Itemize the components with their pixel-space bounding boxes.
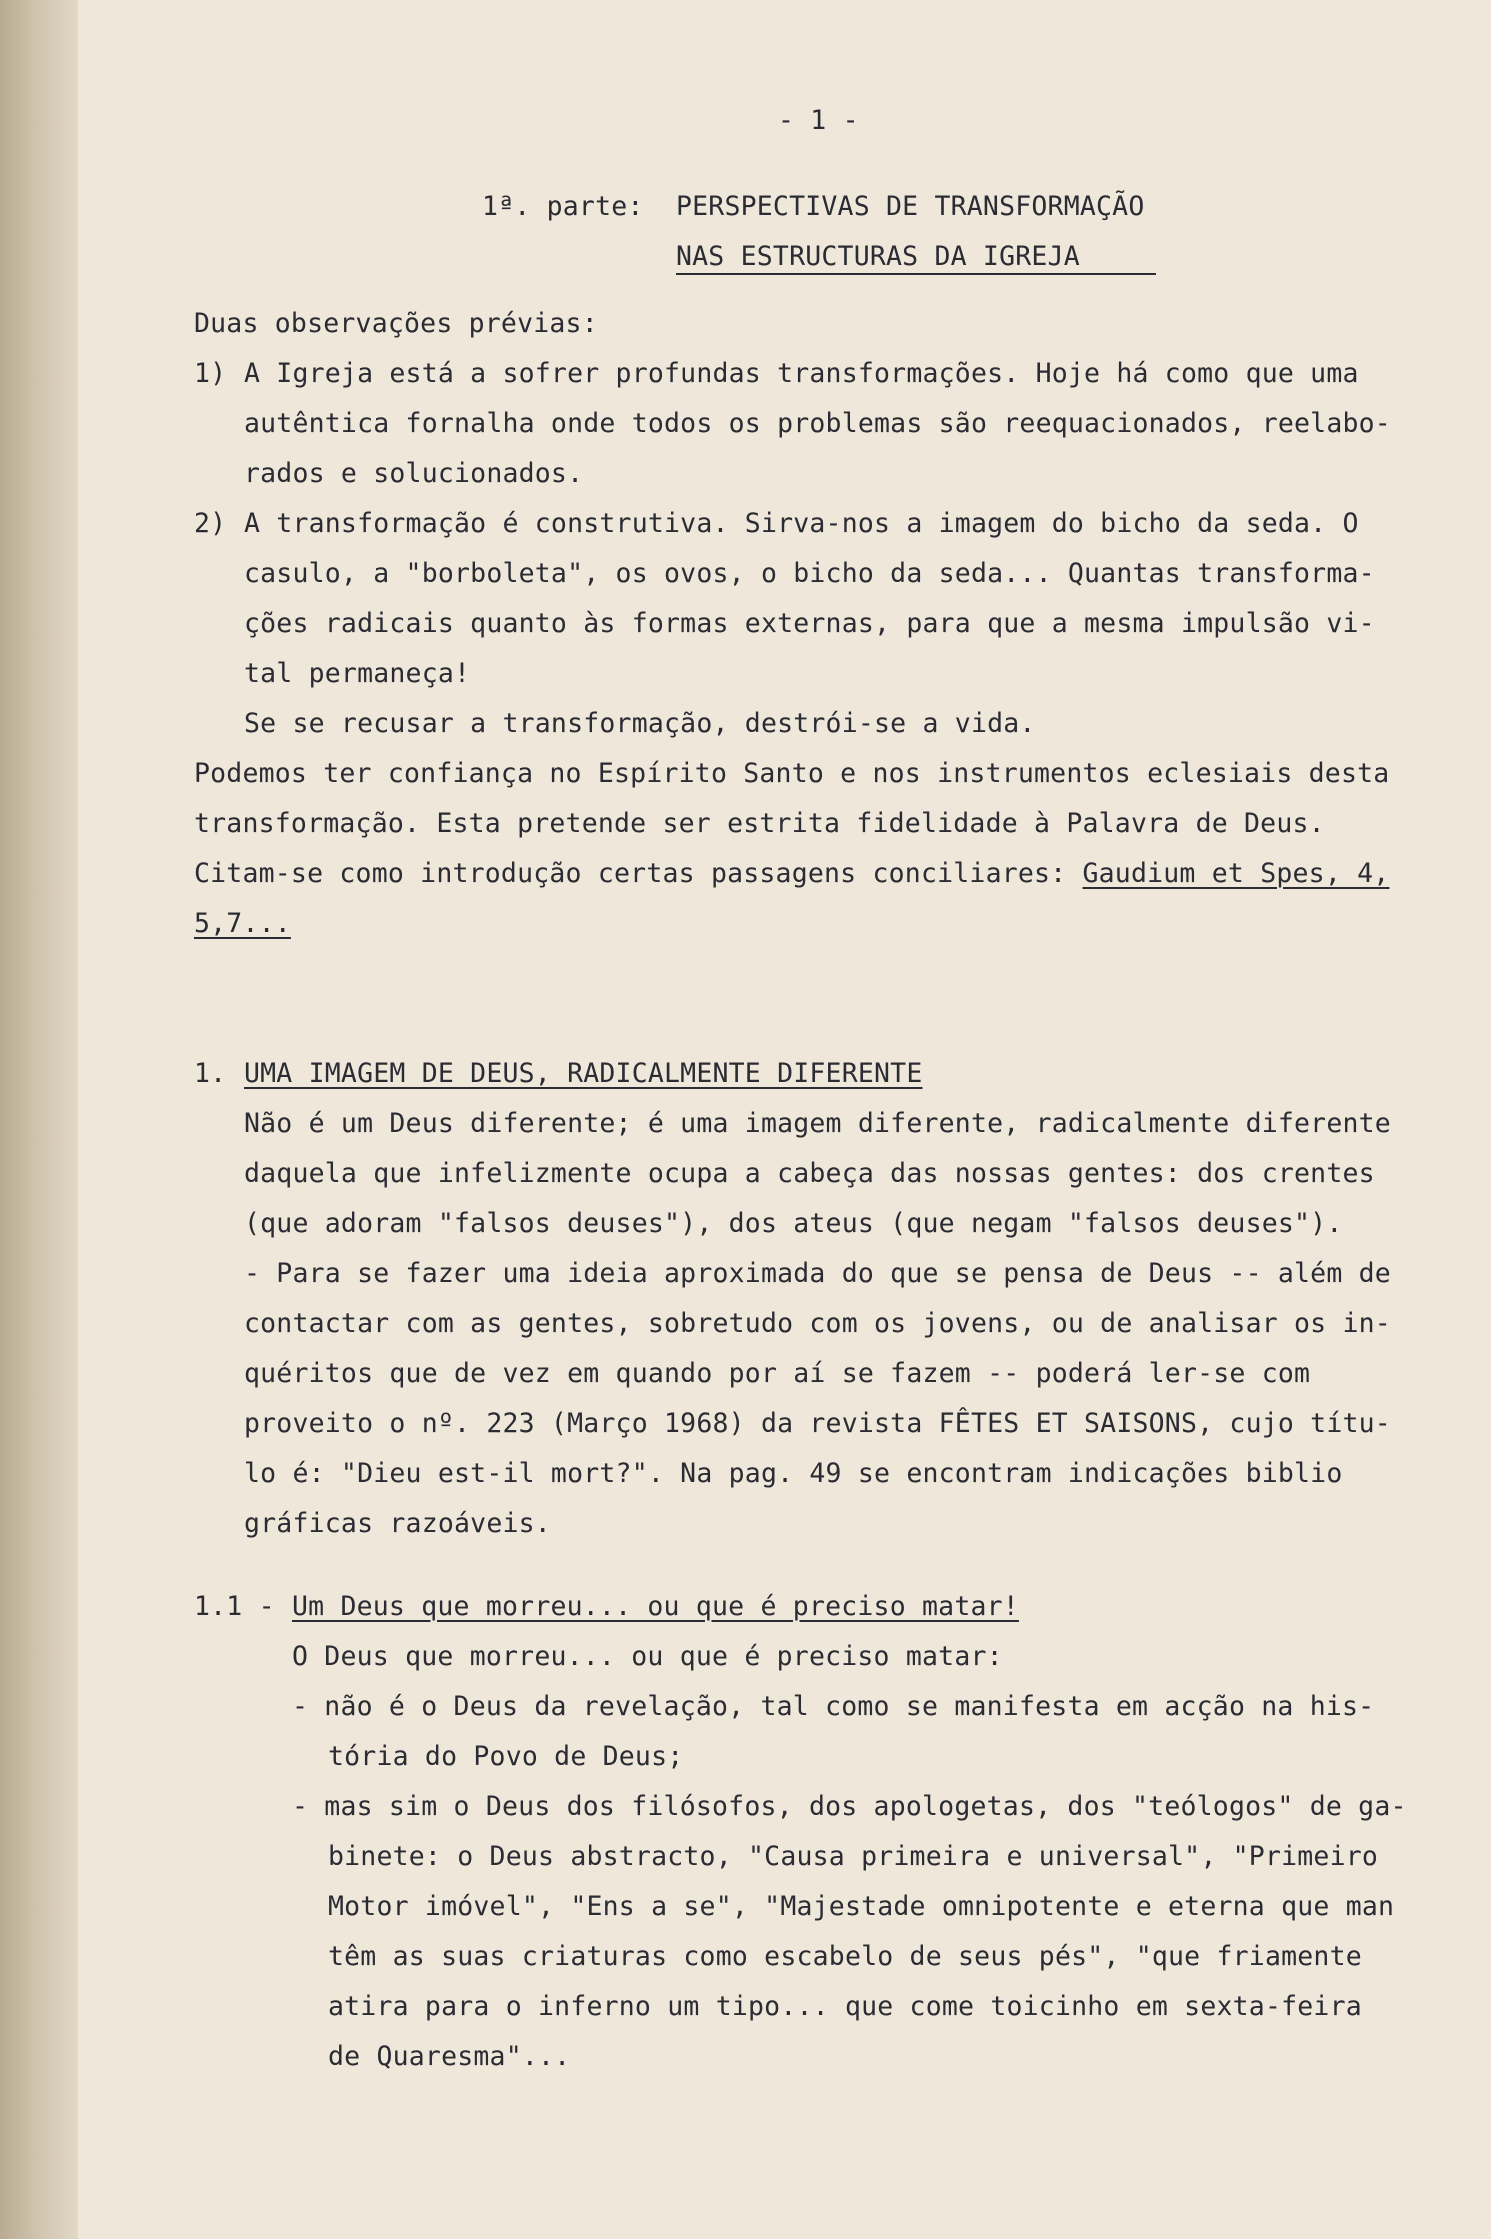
section1-1-title: Um Deus que morreu... ou que é preciso matar!	[292, 1591, 1019, 1622]
section1-1-intro: O Deus que morreu... ou que é preciso matar:	[292, 1641, 1003, 1672]
section1-line2: daquela que infelizmente ocupa a cabeça das nossas gentes: dos crentes	[244, 1158, 1375, 1189]
section1-line1: Não é um Deus diferente; é uma imagem diferente, radicalmente diferente	[244, 1108, 1391, 1139]
bullet2-line2: binete: o Deus abstracto, "Causa primeira e universal", "Primeiro	[328, 1841, 1379, 1872]
section1-number: 1.	[194, 1058, 227, 1089]
item1-number: 1)	[194, 358, 227, 389]
part-title-underline	[676, 273, 1156, 275]
citation-continuation: 5,7...	[194, 908, 291, 939]
page-number: - 1 -	[778, 105, 859, 136]
book-binding-edge	[0, 0, 78, 2239]
part-label: 1ª. parte:	[482, 191, 644, 222]
section1-line9: gráficas razoáveis.	[244, 1508, 551, 1539]
section1-line3: (que adoram "falsos deuses"), dos ateus (que negam "falsos deuses").	[244, 1208, 1343, 1239]
item2-line3: ções radicais quanto às formas externas, para que a mesma impulsão vi-	[244, 608, 1375, 639]
bullet1-line2: tória do Povo de Deus;	[328, 1741, 684, 1772]
item2-line4: tal permaneça!	[244, 658, 471, 689]
part-title-line2: NAS ESTRUCTURAS DA IGREJA	[676, 241, 1080, 272]
bullet2-line1: - mas sim o Deus dos filósofos, dos apologetas, dos "teólogos" de ga-	[292, 1791, 1407, 1822]
citation-gaudium-et-spes: Gaudium et Spes, 4,	[1082, 858, 1390, 889]
item2-line5: Se se recusar a transformação, destrói-se a vida.	[244, 708, 1036, 739]
bullet2-line3: Motor imóvel", "Ens a se", "Majestade omnipotente e eterna que man	[328, 1891, 1395, 1922]
item2-line1: A transformação é construtiva. Sirva-nos a imagem do bicho da seda. O	[244, 508, 1359, 539]
item2-line2: casulo, a "borboleta", os ovos, o bicho da seda... Quantas transforma-	[244, 558, 1375, 589]
part-title-line1: PERSPECTIVAS DE TRANSFORMAÇÃO	[676, 191, 1145, 222]
section1-line6: quéritos que de vez em quando por aí se fazem -- poderá ler-se com	[244, 1358, 1311, 1389]
item1-line3: rados e solucionados.	[244, 458, 584, 489]
intro-para-line2: transformação. Esta pretende ser estrita fidelidade à Palavra de Deus.	[194, 808, 1325, 839]
intro-heading: Duas observações prévias:	[194, 308, 598, 339]
bullet2-line6: de Quaresma"...	[328, 2041, 571, 2072]
item1-line2: autêntica fornalha onde todos os problemas são reequacionados, reelabo-	[244, 408, 1391, 439]
bullet2-line5: atira para o inferno um tipo... que come toicinho em sexta-feira	[328, 1991, 1362, 2022]
bullet2-line4: têm as suas criaturas como escabelo de seus pés", "que friamente	[328, 1941, 1362, 1972]
section1-1-number: 1.1 -	[194, 1591, 275, 1622]
section1-line5: contactar com as gentes, sobretudo com os jovens, ou de analisar os in-	[244, 1308, 1391, 1339]
section1-line7: proveito o nº. 223 (Março 1968) da revista FÊTES ET SAISONS, cujo títu-	[244, 1408, 1391, 1439]
item1-line1: A Igreja está a sofrer profundas transformações. Hoje há como que uma	[244, 358, 1359, 389]
intro-para-line3: Citam-se como introdução certas passagens conciliares: Gaudium et Spes, 4,	[194, 858, 1390, 889]
bullet1-line1: - não é o Deus da revelação, tal como se manifesta em acção na his-	[292, 1691, 1375, 1722]
intro-para-line1: Podemos ter confiança no Espírito Santo e nos instrumentos eclesiais desta	[194, 758, 1390, 789]
section1-line4: - Para se fazer uma ideia aproximada do que se pensa de Deus -- além de	[244, 1258, 1391, 1289]
section1-line8: lo é: "Dieu est-il mort?". Na pag. 49 se encontram indicações biblio	[244, 1458, 1343, 1489]
section1-title: UMA IMAGEM DE DEUS, RADICALMENTE DIFERENTE	[244, 1058, 923, 1089]
item2-number: 2)	[194, 508, 227, 539]
